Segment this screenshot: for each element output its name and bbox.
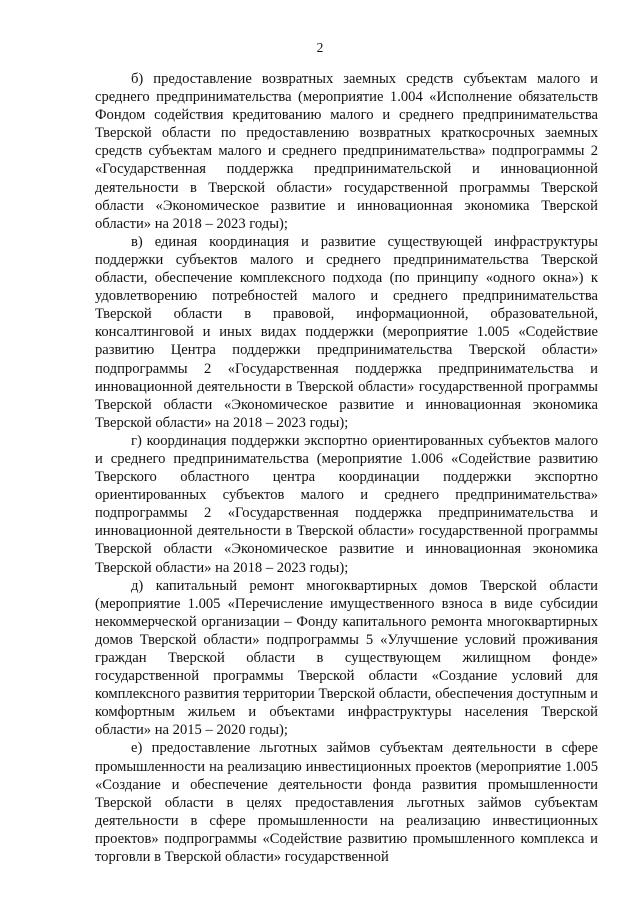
page-number: 2: [316, 40, 324, 55]
paragraph-v: в) единая координация и развитие существующей инфраструктуры поддержки субъектов малого и среднего предпринимательства Тверской области, обеспечение комплексного подхода (по принципу «одного окна») к удовлетворению потребностей малого и среднего предпринимательства Тверской области в правовой, информационной, образовательной, консалтинговой и иных видах поддержки (мероприятие 1.005 «Содействие развитию Центра поддержки предпринимательства Тверской области» подпрограммы 2 «Государственная поддержка предпринимательства и инновационной деятельности в Тверской области» государственной программы Тверской области «Экономическое развитие и инновационная экономика Тверской области» на 2018 – 2023 годы);: [95, 233, 598, 431]
paragraph-d: д) капитальный ремонт многоквартирных домов Тверской области (мероприятие 1.005 «Перечисление имущественного взноса в виде субсидии некоммерческой организации – Фонду капитального ремонта многоквартирных домов Тверской области» подпрограммы 5 «Улучшение условий проживания граждан Тверской области в существующем жилищном фонде» государственной программы Тверской области «Создание условий для комплексного развития территории Тверской области, обеспечения доступным и комфортным жильем и объектами инфраструктуры населения Тверской области» на 2015 – 2020 годы);: [95, 577, 598, 739]
paragraph-e: е) предоставление льготных займов субъектам деятельности в сфере промышленности на реализацию инвестиционных проектов (мероприятие 1.005 «Создание и обеспечение деятельности фонда развития промышленности Тверской области в целях предоставления льготных займов субъектам деятельности в сфере промышленности на реализацию инвестиционных проектов» подпрограммы «Содействие развитию промышленного комплекса и торговли в Тверской области» государственной: [95, 740, 598, 866]
paragraph-b: б) предоставление возвратных заемных средств субъектам малого и среднего предпринимательства (мероприятие 1.004 «Исполнение обязательств Фондом содействия кредитованию малого и среднего предпринимательства Тверской области по предоставлению возвратных краткосрочных заемных средств субъектам малого и среднего предпринимательства» подпрограммы 2 «Государственная поддержка предпринимательской и инновационной деятельности в Тверской области» государственной программы Тверской области «Экономическое развитие и инновационная экономика Тверской области» на 2018 – 2023 годы);: [95, 71, 598, 232]
paragraph-g: г) координация поддержки экспортно ориентированных субъектов малого и среднего предпринимательства (мероприятие 1.006 «Содействие развитию Тверского областного центра координации поддержки экспортно ориентированных субъектов малого и среднего предпринимательства» подпрограммы 2 «Государственная поддержка предпринимательства и инновационной деятельности в Тверской области» государственной программы Тверской области «Экономическое развитие и инновационная экономика Тверской области» на 2018 – 2023 годы);: [95, 432, 598, 576]
document-body: [95, 70, 598, 866]
